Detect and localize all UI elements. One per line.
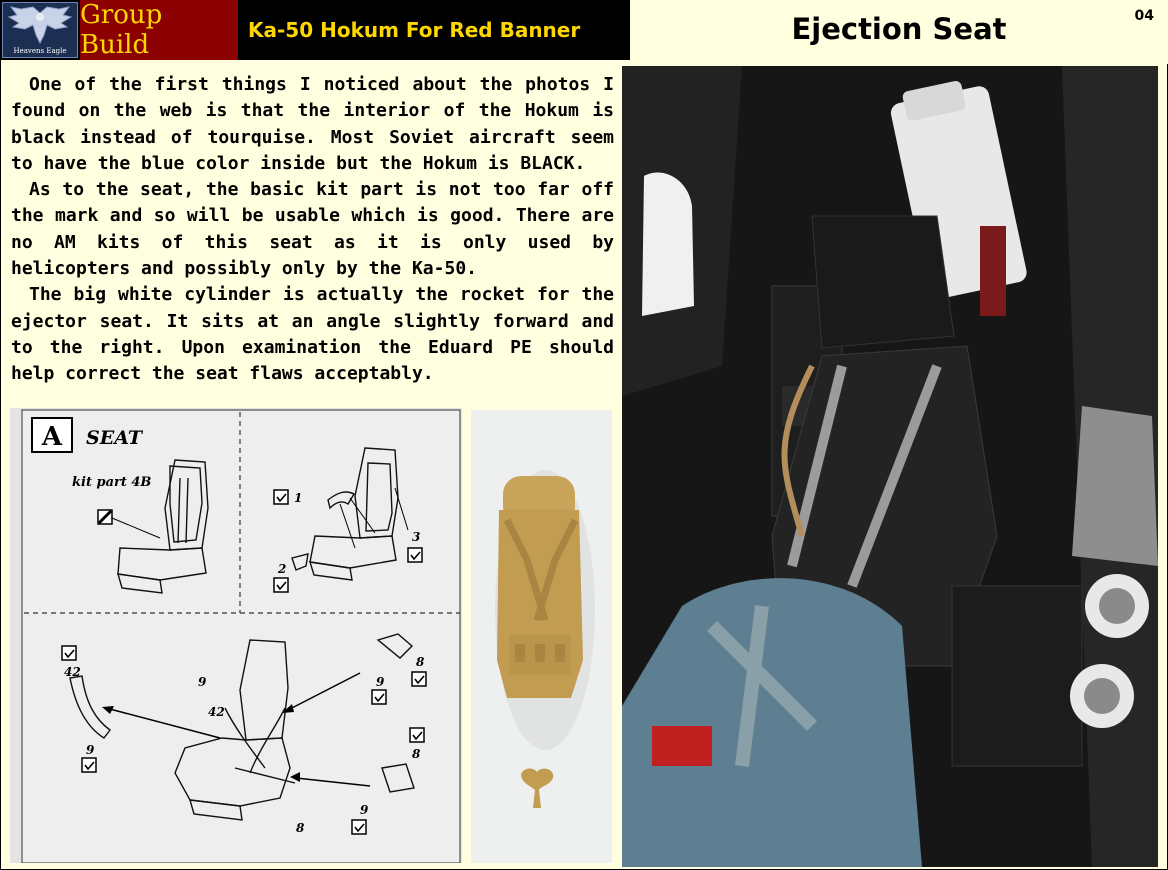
instruction-diagram [10,408,462,863]
article-text [11,72,614,388]
part-8a-label: 8 [416,655,425,669]
part-8c-label: 8 [296,821,305,835]
part-42a-label: 42 [64,665,81,679]
resin-seat-photo [471,410,612,863]
part-8b-label: 8 [412,747,421,761]
cockpit-seat-photo [622,66,1158,867]
page-number: 04 [1134,8,1154,24]
build-subtitle: Ka-50 Hokum For Red Banner [248,18,581,42]
header-banner [0,0,630,60]
paragraph-1: One of the first things I noticed about the photos I found on the web is that the interior of the Hokum is black instead of tourquise. Most Soviet aircraft seem to have the blue color inside but the Hokum is BLACK. [11,74,614,174]
part-9c-label: 9 [376,675,385,689]
paragraph-3: The big white cylinder is actually the rocket for the ejector seat. It sits at an angle slightly forward and to the right. Upon examination the Eduard PE should help correct the seat flaws acceptably. [11,284,614,385]
part-9d-label: 9 [360,803,369,817]
part-3-label: 3 [412,530,421,544]
logo-text: Heavens Eagle [13,47,67,55]
paragraph-2: As to the seat, the basic kit part is not too far off the mark and so will be usable which is good. There are no AM kits of this seat as it is only used by helicopters and possibly only by the Ka-50. [11,179,614,280]
part-42b-label: 42 [208,705,225,719]
heavens-eagle-logo [2,2,78,58]
instruction-sheet-image [10,408,462,863]
section-letter: A [41,422,63,452]
part-1-label: 1 [294,491,303,505]
kit-part-label: kit part 4B [72,475,152,490]
part-9a-label: 9 [86,743,95,757]
page-title: Ejection Seat [791,12,1007,46]
part-2-label: 2 [278,562,287,576]
cockpit-illustration [622,66,1158,867]
part-9b-label: 9 [198,675,207,689]
resin-seat-illustration [471,410,612,863]
title-area [630,0,1168,64]
group-build-label: Group Build [80,0,238,60]
section-title: SEAT [86,427,143,449]
